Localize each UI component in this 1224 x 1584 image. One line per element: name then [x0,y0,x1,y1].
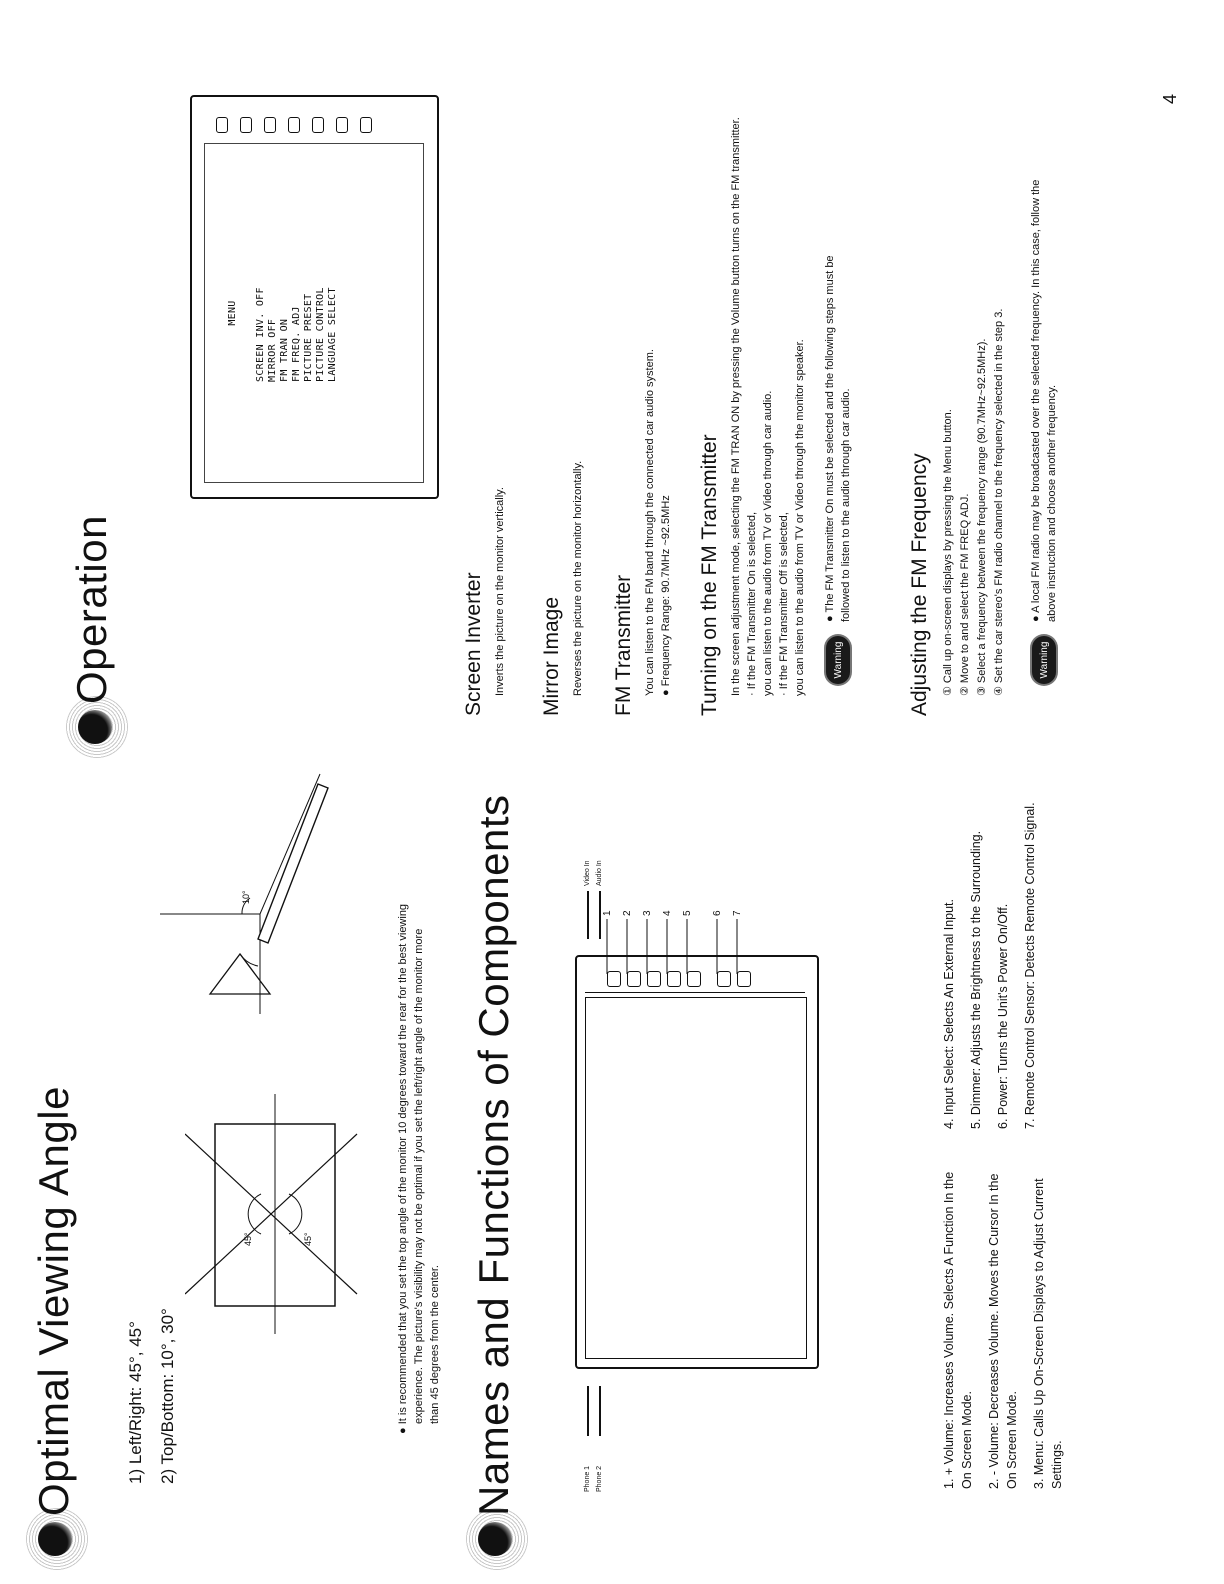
eye-arc [240,954,258,966]
button-number: 4 [662,910,673,916]
menu-item: FM FREQ. ADJ [291,306,302,382]
audio-in-label: Audio In [596,860,603,886]
menu-item-list [255,287,339,382]
turning-on-line: · If the FM Transmitter Off is selected, [778,512,790,696]
turning-on-text [728,117,808,696]
tilt-label: 10° [241,890,251,904]
warning-text-fm-on [822,255,854,622]
menu-screen [204,143,424,483]
button-number: 5 [682,910,693,916]
component-item: 3. Menu: Calls Up On-Screen Displays to Adjust Current Settings. [1032,1178,1064,1489]
menu-item: PICTURE CONTROL [315,287,326,382]
monitor-panel [258,784,328,943]
warning-line: above instruction and choose another frequency. [1046,384,1058,622]
adjusting-step: ② Move to and select the FM FREQ ADJ. [959,493,971,696]
adjusting-step: ④ Set the car stereo's FM radio channel to the frequency selected in the step 3. [993,308,1005,696]
av-labels [582,860,606,886]
menu-item: LANGUAGE SELECT [327,287,338,382]
button-number: 1 [602,910,613,916]
video-in-label: Video In [584,860,591,886]
fm-transmitter-title: FM Transmitter [612,574,635,716]
menu-item: SCREEN INV. OFF [255,287,266,382]
phone-1-label: Phone 1 [584,1465,591,1492]
menu-side-button [264,117,276,133]
adjusting-steps [940,309,1008,696]
components-list-right [940,789,1039,1129]
screen-inverter-text: Inverts the picture on the monitor vertically. [494,487,506,696]
warning-line: followed to listen to the audio through car audio. [840,388,852,622]
button-leader-lines [595,894,775,974]
menu-item: MIRROR OFF [267,318,278,382]
screen-inverter-title: Screen Inverter [462,572,485,716]
bullet-icon [38,1522,77,1556]
adjusting-step: ① Call up on-screen displays by pressing the Menu button. [942,409,954,696]
top-line [260,774,320,914]
eye-triangle [210,954,270,994]
bullet-icon [478,1522,517,1556]
viewing-angle-title: Optimal Viewing Angle [30,1086,77,1516]
adjusting-title: Adjusting the FM Frequency [908,453,931,716]
note-line: than 45 degrees from the center. [429,1265,441,1424]
menu-side-button [360,117,372,133]
menu-monitor-frame [190,95,439,499]
button-number: 2 [622,910,633,916]
adjusting-step: ③ Select a frequency between the frequency range (90.7MHz~92.5MHz). [976,338,988,696]
menu-side-button [240,117,252,133]
tilt-angle-diagram [150,764,375,1024]
page-number: 4 [1160,93,1180,104]
warning-line: ● A local FM radio may be broadcasted over the selected frequency. In this case, follow the [1030,179,1042,622]
viewing-angle-item: 2) Top/Bottom: 10°, 30° [158,1308,177,1484]
viewing-angle-list [120,1308,184,1484]
monitor-screen [585,997,807,1359]
turning-on-line: you can listen to the audio from TV or Video through the monitor speaker. [794,339,806,696]
phone-jack-lines [580,1384,610,1464]
turning-on-line: you can listen to the audio from TV or Video through car audio. [762,390,774,696]
operation-title: Operation [68,515,115,704]
component-item: 1. + Volume: Increases Volume. Selects A Function In the On Screen Mode. [942,1171,974,1489]
angle-arc-1 [248,1194,261,1234]
warning-badge-frequency: Warning [1032,636,1056,684]
phone-labels [582,1466,606,1492]
fm-line: You can listen to the FM band through the connected car audio system. [644,349,656,696]
viewing-angle-note [395,904,443,1434]
mirror-image-text: Reverses the picture on the monitor horizontally. [572,460,584,696]
warning-line: ● The FM Transmitter On must be selected and the following steps must be [824,255,836,622]
components-title: Names and Functions of Components [470,794,517,1516]
mirror-image-title: Mirror Image [540,596,563,716]
fm-line: ● Frequency Range: 90.7MHz ~92.5MHz [660,495,672,696]
menu-side-button [312,117,324,133]
component-item: 5. Dimmer: Adjusts the Brightness to the Surrounding. [969,830,983,1129]
button-number: 7 [732,910,743,916]
menu-button-column [212,113,412,137]
menu-side-button [216,117,228,133]
viewing-angle-item: 1) Left/Right: 45°, 45° [126,1321,145,1484]
warning-badge-fm-on: Warning [826,636,850,684]
menu-side-button [288,117,300,133]
turning-on-line: · If the FM Transmitter On is selected, [746,512,758,696]
button-number: 6 [712,910,723,916]
phone-2-label: Phone 2 [596,1465,603,1492]
components-list-left [940,1159,1066,1489]
component-item: 7. Remote Control Sensor: Detects Remote Control Signal. [1023,802,1037,1129]
component-item: 2. - Volume: Decreases Volume. Moves the Cursor In the On Screen Mode. [987,1173,1019,1489]
bullet-icon [78,710,117,744]
angle-arc-2 [289,1194,302,1234]
menu-header: MENU [227,300,238,326]
menu-item: PICTURE PRESET [303,293,314,382]
component-item: 6. Power: Turns the Unit's Power On/Off. [996,903,1010,1129]
turning-on-title: Turning on the FM Transmitter [698,434,721,716]
angle-label-a: 45° [243,1232,253,1246]
turning-on-line: In the screen adjustment mode, selecting the FM TRAN ON by pressing the Volume button turns on the FM transmitter. [730,117,742,696]
note-line: ● It is recommended that you set the top angle of the monitor 10 degrees toward the rear for the best viewing [397,903,409,1434]
menu-item: FM TRAN ON [279,318,290,382]
warning-text-frequency [1028,180,1060,622]
left-right-angle-diagram [185,1094,360,1334]
fm-transmitter-text [642,349,674,696]
button-number-list [598,910,748,916]
note-line: experience. The picture's visibility may not be optimal if you set the left/right angle of the monitor more [413,928,425,1424]
menu-side-button [336,117,348,133]
angle-label-b: 45° [303,1232,313,1246]
button-number: 3 [642,910,653,916]
monitor-frame [575,955,819,1369]
component-item: 4. Input Select: Selects An External Input. [942,899,956,1129]
